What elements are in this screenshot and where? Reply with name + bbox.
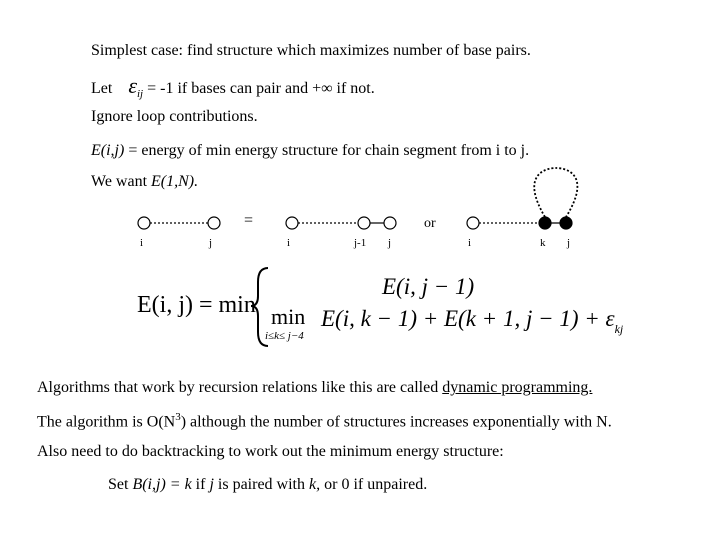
formula-bottom-expression: E(i, k − 1) + E(k + 1, j − 1) + ε [321,306,615,331]
set-rest: or 0 if unpaired. [320,476,428,493]
set-j: j [209,476,214,493]
set-b-line [108,476,427,494]
b-function: B(i,j) = k [132,476,192,493]
dynamic-programming-link[interactable]: dynamic programming. [442,379,593,396]
set-mid2: is paired with [213,476,309,493]
set-k: k, [309,476,321,493]
formula-top-case: E(i, j − 1) [382,274,475,299]
complexity-exponent: 3 [175,411,181,423]
energy-function: E(i,j) [91,142,125,159]
formula-lhs: E(i, j) = min [137,292,256,318]
label-d2-i: i [287,237,291,249]
let-text: Let [91,80,113,97]
definition-text-a: = -1 if bases can pair and + [143,80,322,97]
energy-definition-text: = energy of min energy structure for chain segment from i to j. [124,142,530,159]
intro-line: Simplest case: find structure which maximizes number of base pairs. [91,42,531,59]
goal-prefix: We want [91,173,152,190]
dynamic-programming-line [37,379,592,397]
label-d3-k: k [540,237,546,249]
definition-text-b: if not. [332,80,375,97]
label-d1-i: i [140,237,144,249]
label-d3-j: j [567,237,571,249]
epsilon-symbol: ε [128,73,137,98]
label-d2-j: j [388,237,392,249]
backtracking-line: Also need to do backtracking to work out the minimum energy structure: [37,443,504,460]
label-d2-jm1: j-1 [354,237,367,249]
formula-min-operator: min [271,304,306,329]
diagram-or-text: or [424,216,436,231]
dp-prefix: Algorithms that work by recursion relations like this are called [37,379,443,396]
complexity-rest: ) although the number of structures increases exponentially with N. [180,413,612,431]
label-d1-j: j [209,237,213,249]
complexity-line [37,411,612,431]
epsilon-subscript: ij [137,88,144,100]
set-prefix: Set [108,476,133,493]
formula-bottom-subscript: kj [614,322,624,336]
set-mid1: if [191,476,210,493]
formula-bottom-case [321,306,624,336]
ignore-loop-line: Ignore loop contributions. [91,108,258,125]
label-d3-i: i [468,237,472,249]
complexity-prefix: The algorithm is O(N [37,413,176,431]
diagram-equals-sign: = [244,212,254,229]
goal-function: E(1,N). [151,173,199,190]
formula-min-subscript: i≤k≤ j−4 [265,330,304,342]
infinity-symbol: ∞ [321,80,333,97]
